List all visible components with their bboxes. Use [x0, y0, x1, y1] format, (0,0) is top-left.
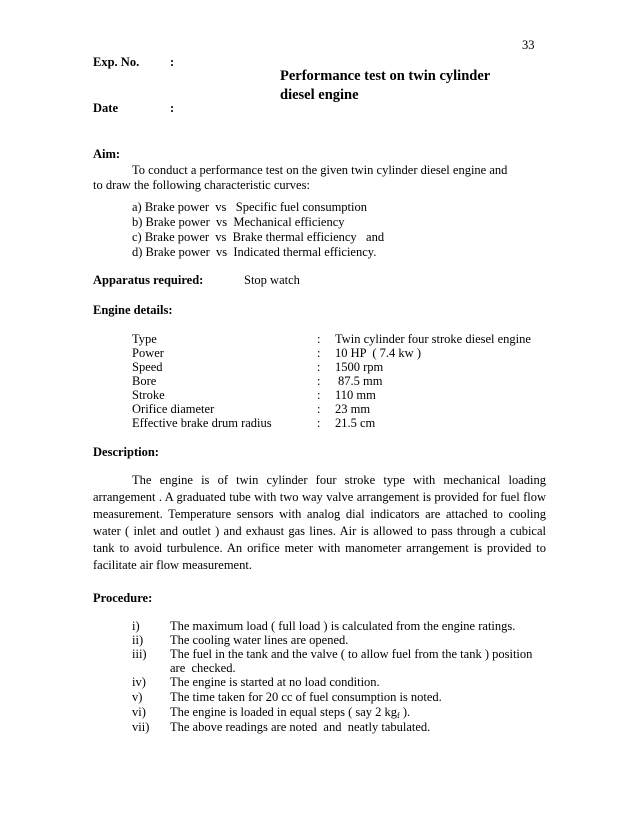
engine-detail-row: [132, 416, 552, 431]
procedure-step-text-group: [170, 705, 410, 720]
procedure-step-text: The fuel in the tank and the valve ( to allow fuel from the tank ) position: [170, 647, 533, 661]
engine-detail-sep: :: [317, 416, 321, 430]
engine-detail-row: [132, 332, 552, 347]
aim-heading: Aim:: [93, 147, 121, 161]
procedure-step-text: The engine is started at no load condition.: [170, 675, 380, 689]
date-label: Date: [93, 101, 118, 115]
procedure-step-number: ii): [132, 633, 144, 647]
engine-detail-label: Orifice diameter: [132, 402, 215, 416]
procedure-step: [132, 690, 552, 705]
engine-detail-value: 1500 rpm: [335, 360, 384, 374]
apparatus-heading: Apparatus required:: [93, 273, 204, 287]
description-paragraph: The engine is of twin cylinder four stroke type with mechanical loading arrangement . A graduated tube with two way valve arrangement is provided for fuel flow measurement. Temperature sensors with analog dial indicators are attached to cooling water ( inlet and outlet ) and exhaust gas lines. Air is allowed to pass through a cubical tank to avoid turbulence. An orifice meter with manometer arrangement is provided to facilitate air flow measurement.: [93, 473, 546, 572]
procedure-step: [132, 705, 552, 720]
aim-item-b: b) Brake power vs Mechanical efficiency: [132, 215, 345, 229]
procedure-step-number: iii): [132, 647, 147, 661]
engine-detail-sep: :: [317, 402, 321, 416]
engine-detail-row: [132, 346, 552, 361]
procedure-step-text: The engine is loaded in equal steps ( say 2 kg: [170, 705, 398, 719]
engine-detail-value: 87.5 mm: [338, 374, 383, 388]
aim-text-line1: To conduct a performance test on the given twin cylinder diesel engine and: [132, 163, 508, 177]
procedure-step-number: i): [132, 619, 140, 633]
engine-detail-row: [132, 388, 552, 403]
procedure-step-text: The cooling water lines are opened.: [170, 633, 349, 647]
engine-detail-sep: :: [317, 388, 321, 402]
exp-no-label: Exp. No.: [93, 55, 140, 69]
engine-detail-label: Bore: [132, 374, 157, 388]
exp-no-colon: :: [170, 55, 175, 69]
procedure-step-text: The above readings are noted and neatly tabulated.: [170, 720, 431, 734]
aim-item-c: c) Brake power vs Brake thermal efficiency and: [132, 230, 385, 244]
page-number: 33: [522, 38, 535, 52]
aim-text-line2: to draw the following characteristic curves:: [93, 178, 310, 192]
procedure-step-number: v): [132, 690, 143, 704]
engine-detail-label: Speed: [132, 360, 163, 374]
apparatus-value: Stop watch: [244, 273, 300, 287]
engine-details-heading: Engine details:: [93, 303, 173, 317]
procedure-step: [132, 619, 552, 634]
engine-detail-value: 23 mm: [335, 402, 371, 416]
engine-detail-label: Effective brake drum radius: [132, 416, 272, 430]
engine-detail-row: [132, 402, 552, 417]
procedure-step: [132, 720, 552, 735]
engine-detail-value: 110 mm: [335, 388, 376, 402]
procedure-heading: Procedure:: [93, 591, 153, 605]
engine-detail-sep: :: [317, 374, 321, 388]
engine-detail-sep: :: [317, 346, 321, 360]
unit-subscript: f: [397, 711, 400, 720]
experiment-title-line2: diesel engine: [280, 87, 359, 103]
procedure-step-number: vii): [132, 720, 150, 734]
procedure-step-text: The maximum load ( full load ) is calculated from the engine ratings.: [170, 619, 516, 633]
description-heading: Description:: [93, 445, 159, 459]
engine-detail-sep: :: [317, 332, 321, 346]
engine-detail-value: Twin cylinder four stroke diesel engine: [335, 332, 531, 346]
engine-detail-label: Power: [132, 346, 164, 360]
procedure-step-number: iv): [132, 675, 146, 689]
procedure-step-text: The time taken for 20 cc of fuel consumption is noted.: [170, 690, 442, 704]
engine-detail-sep: :: [317, 360, 321, 374]
engine-detail-label: Type: [132, 332, 157, 346]
procedure-step-text: are checked.: [170, 661, 236, 675]
engine-detail-value: 21.5 cm: [335, 416, 376, 430]
engine-detail-label: Stroke: [132, 388, 165, 402]
procedure-step-continuation: [132, 661, 552, 676]
engine-detail-value: 10 HP ( 7.4 kw ): [335, 346, 421, 360]
procedure-step: [132, 675, 552, 690]
procedure-step: [132, 633, 552, 648]
procedure-step-number: vi): [132, 705, 146, 719]
date-colon: :: [170, 101, 175, 115]
engine-detail-row: [132, 360, 552, 375]
experiment-title-line1: Performance test on twin cylinder: [280, 68, 491, 84]
aim-item-a: a) Brake power vs Specific fuel consumption: [132, 200, 368, 214]
engine-detail-row: [132, 374, 552, 389]
aim-item-d: d) Brake power vs Indicated thermal efficiency.: [132, 245, 377, 259]
procedure-step-text-tail: ).: [399, 705, 411, 719]
procedure-step: [132, 647, 552, 662]
